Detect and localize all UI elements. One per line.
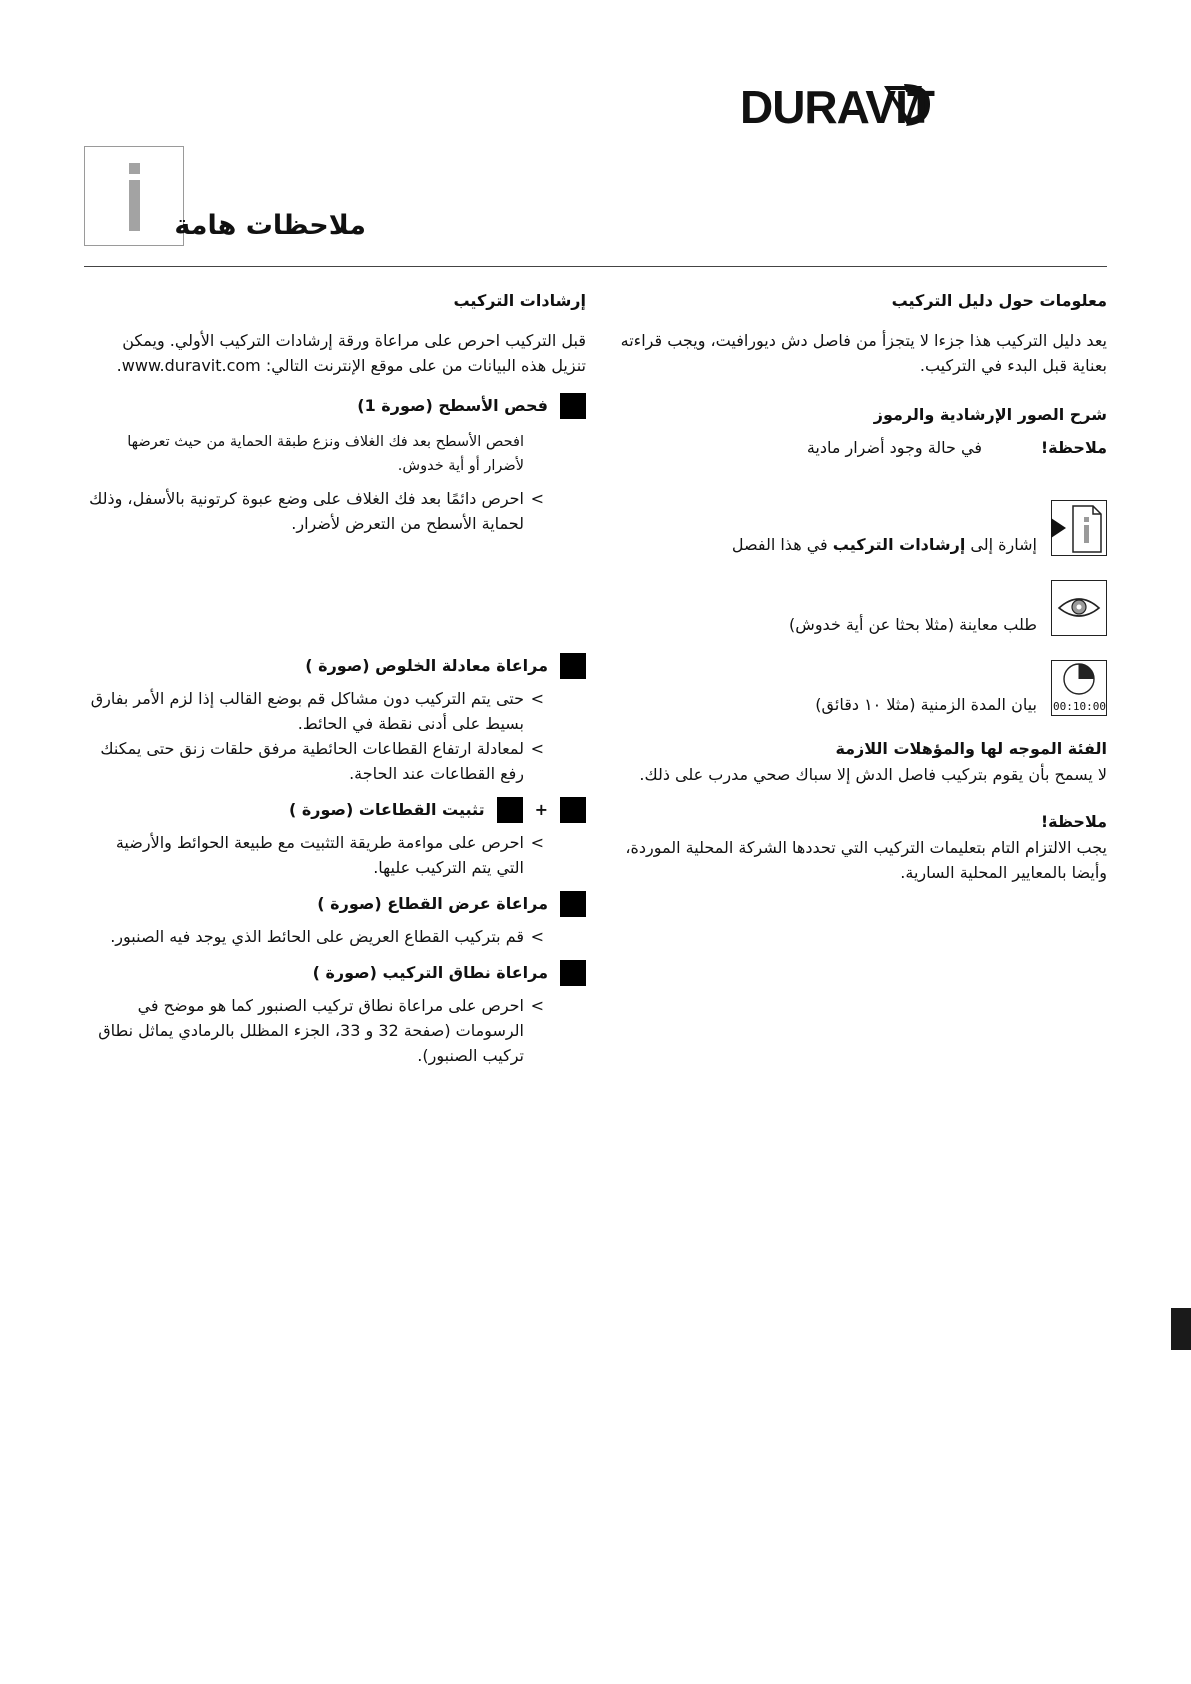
list-item: > حتى يتم التركيب دون مشاكل قم بوضع القالب إذا لزم الأمر بفارق بسيط على أدنى نقطة في الحائط. [90,689,544,733]
step2-header [84,652,586,680]
install-text: قبل التركيب احرص على مراعاة ورقة إرشادات التركيب الأولي. ويمكن تنزيل هذه البيانات من على موقع الإنترنت التالي: www.duravit.com. [116,331,586,375]
step-marker-icon [560,653,586,679]
step5-bullets [84,993,544,1068]
list-item: > احرص على مراعاة نطاق تركيب الصنبور كما هو موضح في الرسومات (صفحة 32 و 33، الجزء المظلل بالرمادي يماثل نطاق تركيب الصنبور). [98,996,544,1065]
step4-title: مراعاة عرض القطاع (صورة ) [317,894,548,913]
right-column [600,288,1107,885]
symbol-row-install [600,486,1107,556]
step4-header [84,890,586,918]
manual-text: يعد دليل التركيب هذا جزءا لا يتجزأ من فاصل دش ديورافيت، ويجب قراءته بعناية قبل البدء في التركيب. [620,331,1107,375]
step1-text: افحص الأسطح بعد فك الغلاف ونزع طبقة الحماية من حيث تعرضها لأضرار أو أية خدوش. [127,434,524,474]
step3-bullets [84,830,544,880]
symbol-text-inspect: طلب معاينة (مثلا بحثا عن أية خدوش) [789,615,1037,634]
note2-text: يجب الالتزام التام بتعليمات التركيب التي تحددها الشركة المحلية الموردة، وأيضا بالمعايير المحلية السارية. [625,838,1107,882]
step3-plus: + [534,800,548,819]
step-marker-icon [560,960,586,986]
note-text: في حالة وجود أضرار مادية [806,437,982,457]
step4-bullets [84,924,544,949]
duravit-logo [739,80,1114,133]
page-tab-marker [1171,1308,1191,1350]
step5-title: مراعاة نطاق التركيب (صورة ) [312,963,548,982]
audience-heading: الفئة الموجه لها والمؤهلات اللازمة [835,739,1107,758]
step2-bullets [84,686,544,786]
timer-icon [1051,660,1107,716]
list-item: > قم بتركيب القطاع العريض على الحائط الذي يوجد فيه الصنبور. [110,927,544,946]
symbols-heading: شرح الصور الإرشادية والرموز [873,405,1107,424]
info-icon [84,146,184,246]
audience-text: لا يسمح بأن يقوم بتركيب فاصل الدش إلا سباك صحي مدرب على ذلك. [639,765,1107,784]
note2-label: ملاحظة! [1040,812,1107,831]
note-row [600,434,1107,460]
svg-text:DURAVIT: DURAVIT [739,81,934,133]
timer-label: 00:10:00 [1053,700,1106,713]
step1-header [84,392,586,420]
manual-heading: معلومات حول دليل التركيب [891,291,1107,310]
list-item: > احرص دائمًا بعد فك الغلاف على وضع عبوة كرتونية بالأسفل، وذلك لحماية الأسطح من التعرض لأضرار. [89,489,544,533]
step1-bullets [84,486,544,536]
title-divider [84,266,1107,267]
step-marker-icon [560,891,586,917]
step3-title: تثبيت القطاعات (صورة ) [288,800,485,819]
symbol-row-inspect [600,566,1107,636]
symbol-text-install: إشارة إلى إرشادات التركيب في هذا الفصل [731,535,1037,554]
step2-title: مراعاة معادلة الخلوص (صورة ) [305,656,548,675]
step1-title: فحص الأسطح (صورة 1) [357,396,548,415]
step-marker-icon [497,797,523,823]
install-heading: إرشادات التركيب [453,291,586,310]
step5-header [84,959,586,987]
step-marker-icon [560,393,586,419]
instruction-reference-icon [1051,500,1107,556]
left-column [84,288,586,1068]
note-label: ملاحظة! [1040,437,1107,457]
step3-header [84,796,586,824]
page-title: ملاحظات هامة [174,210,366,241]
step-marker-icon [560,797,586,823]
list-item: > احرص على مواءمة طريقة التثبيت مع طبيعة الحوائط والأرضية التي يتم التركيب عليها. [115,833,544,877]
list-item: > لمعادلة ارتفاع القطاعات الحائطية مرفق حلقات زنق حتى يمكنك رفع القطاعات عند الحاجة. [100,739,544,783]
symbol-text-time: بيان المدة الزمنية (مثلا ١٠ دقائق) [815,695,1037,714]
symbol-row-time [600,646,1107,716]
eye-icon [1051,580,1107,636]
